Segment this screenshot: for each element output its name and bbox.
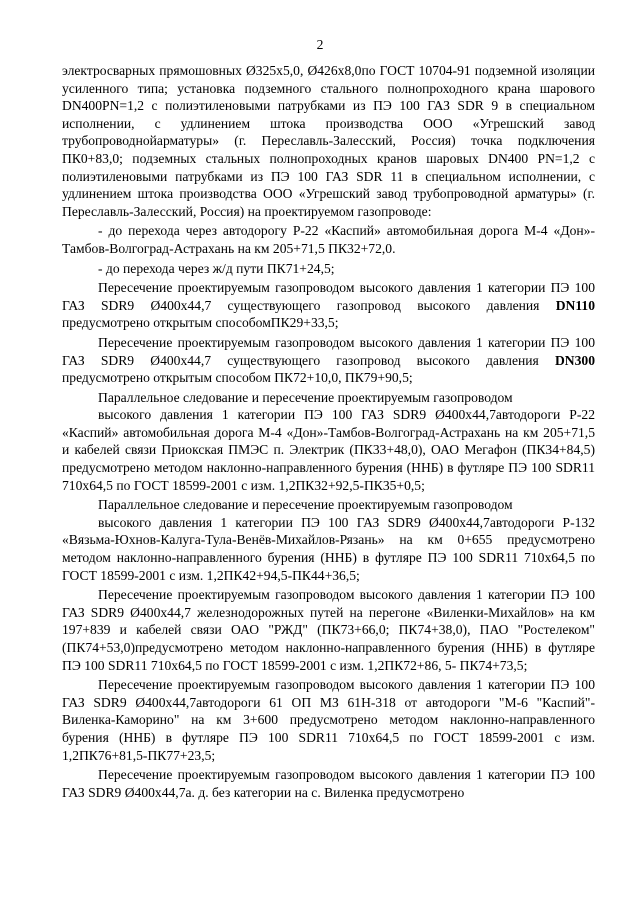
paragraph-parallel-heading-2: Параллельное следование и пересечение проектируемым газопроводом <box>98 497 513 513</box>
paragraph-parallel-r22: высокого давления 1 категории ПЭ 100 ГАЗ SDR9 Ø400х44,7автодороги Р-22 «Каспий» автомобильная дорога М-4 «Дон»-Тамбов-Волгоград-Астрахань на км 205+71,5 и кабелей связи Приокская ПМЭС п. Электрик (ПК33+48,0), ОАО Мегафон (ПК34+84,5) предусмотрено методом наклонно-направленного бурения (ННБ) в футляре ПЭ 100 SDR11 710х64,5 по ГОСТ 18599-2001 с изм. 1,2ПК32+92,5-ПК35+0,5; <box>62 407 595 493</box>
pipe-diameter-dn300: DN300 <box>554 352 595 368</box>
paragraph-parallel-heading-1: Параллельное следование и пересечение проектируемым газопроводом <box>98 389 513 405</box>
paragraph-text: Пересечение проектируемым газопроводом высокого давления 1 категории ПЭ 100 ГАЗ SDR9 Ø400х44,7 существующего газопровод высокого давления <box>62 280 595 313</box>
paragraph-rail-crossing: Пересечение проектируемым газопроводом высокого давления 1 категории ПЭ 100 ГАЗ SDR9 Ø400х44,7 железнодорожных путей на перегоне «Виленки-Михайлов» на км 197+839 и кабелей связи ОАО "РЖД" (ПК73+66,0; ПК74+38,0), ПАО "Ростелеком" (ПК74+53,0)предусмотрено методом наклонно-направленного бурения (ННБ) в футляре ПЭ 100 SDR11 710х64,5 по ГОСТ 18599-2001 с изм. 1,2ПК72+86, 5- ПК74+73,5; <box>62 587 595 673</box>
paragraph-crossing-dn300 <box>62 334 595 387</box>
paragraph-text: Пересечение проектируемым газопроводом высокого давления 1 категории ПЭ 100 ГАЗ SDR9 Ø400х44,7 существующего газопровод высокого давления <box>62 334 595 368</box>
paragraph-valves: электросварных прямошовных Ø325х5,0, Ø426х8,0по ГОСТ 10704-91 подземной изоляции усиленного типа; установка подземного стального полнопроходного крана шарового DN400PN=1,2 с полиэтиленовыми патрубками из ПЭ 100 ГАЗ SDR 9 в специальном исполнении, с удлинением штока производства ООО «Угрешский завод трубопроводнойарматуры» (г. Переславль-Залесский, Россия) точка подключения ПК0+83,0; подземных стальных полнопроходных кранов шаровых DN400 PN=1,2 с полиэтиленовыми патрубками из ПЭ 100 ГАЗ SDR 11 в специальном исполнении, с удлинением штока производства ООО «Угрешский завод трубопроводной арматуры» (г. Переславль-Залесский, Россия) на проектируемом газопроводе: <box>62 63 595 219</box>
paragraph-parallel-r132: высокого давления 1 категории ПЭ 100 ГАЗ SDR9 Ø400х44,7автодороги Р-132 «Вязьма-Юхнов-Калуга-Тула-Венёв-Михайлов-Рязань» на км 0+655 предусмотрено методом наклонно-направленного бурения (ННБ) в футляре ПЭ 100 SDR11 710х64,5 по ГОСТ 18599-2001 с изм. 1,2ПК42+94,5-ПК44+36,5; <box>62 514 595 583</box>
paragraph-crossing-dn110 <box>62 279 595 332</box>
paragraph-text: предусмотрено открытым способом ПК72+10,0, ПК79+90,5; <box>62 370 413 386</box>
paragraph-road-61op: Пересечение проектируемым газопроводом высокого давления 1 категории ПЭ 100 ГАЗ SDR9 Ø400х44,7автодороги 61 ОП МЗ 61Н-318 от автодороги "М-6 "Каспий"- Виленка-Каморино" на км 3+600 предусмотрено методом наклонно-направленного бурения (ННБ) в футляре ПЭ 100 SDR11 710х64,5 по ГОСТ 18599-2001 с изм. 1,2ПК76+81,5-ПК77+23,5; <box>62 677 595 763</box>
list-item-road-crossing: - до перехода через автодорогу Р-22 «Каспий» автомобильная дорога М-4 «Дон»-Тамбов-Волгоград-Астрахань на км 205+71,5 ПК32+72,0. <box>62 223 595 256</box>
page-number: 2 <box>316 37 324 52</box>
paragraph-text: предусмотрено открытым способомПК29+33,5; <box>62 315 339 331</box>
document-body <box>62 62 595 803</box>
paragraph-road-vilenka: Пересечение проектируемым газопроводом высокого давления 1 категории ПЭ 100 ГАЗ SDR9 Ø400х44,7а. д. без категории на с. Виленка предусмотрено <box>62 767 595 800</box>
pipe-diameter-dn110: DN110 <box>555 297 595 313</box>
list-item-rail-crossing: - до перехода через ж/д пути ПК71+24,5; <box>98 260 335 276</box>
